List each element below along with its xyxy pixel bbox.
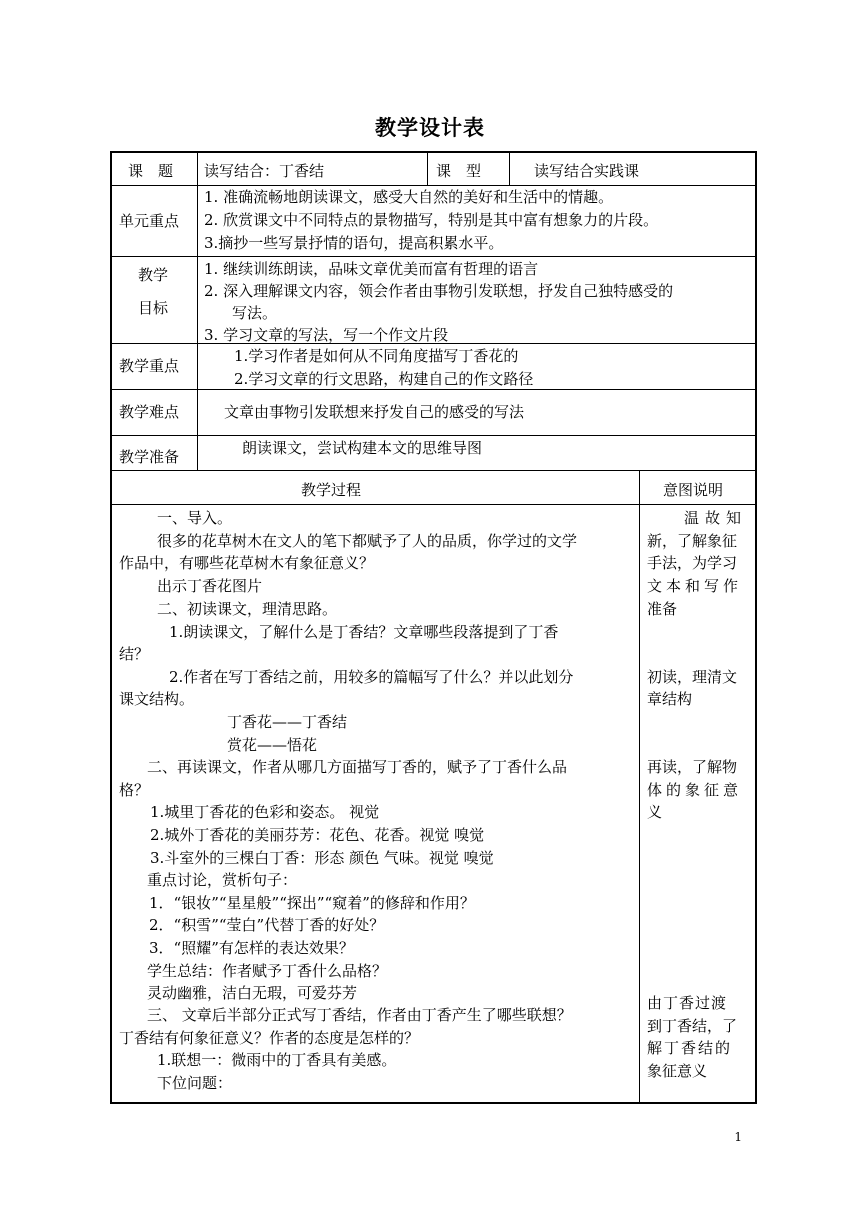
goal-item: 1. 继续训练朗读，品味文章优美而富有哲理的语言 xyxy=(204,260,539,278)
column-divider xyxy=(639,470,640,1104)
process-line: 丁香结有何象征意义？作者的态度是怎样的？ xyxy=(119,1029,420,1047)
unit-focus-item: 3.摘抄一些写景抒情的语句，提高积累水平。 xyxy=(204,234,504,252)
process-line: 学生总结：作者赋予丁香什么品格？ xyxy=(147,962,388,980)
process-line: 二、初读课文，理清思路。 xyxy=(157,600,338,618)
process-line: 3.斗室外的三棵白丁香：形态 颜色 气味。视觉 嗅觉 xyxy=(150,849,494,867)
preparation-label: 教学准备 xyxy=(119,448,180,466)
process-line: 二、再读课文，作者从哪几方面描写丁香的，赋予了丁香什么品 xyxy=(147,758,568,776)
column-divider xyxy=(509,151,510,185)
process-line: 1.联想一：微雨中的丁香具有美感。 xyxy=(157,1051,397,1069)
table-border-right xyxy=(755,151,757,1104)
difficult-points-text: 文章由事物引发联想来抒发自己的感受的写法 xyxy=(224,403,525,421)
table-border-top xyxy=(110,151,757,153)
intent-header: 意图说明 xyxy=(663,481,724,499)
intent-line: 解丁香结的 xyxy=(647,1039,733,1057)
row-divider xyxy=(110,435,757,436)
page-title: 教学设计表 xyxy=(375,116,485,140)
table-border-left xyxy=(110,151,112,1104)
unit-focus-item: 2. 欣赏课文中不同特点的景物描写，特别是其中富有想象力的片段。 xyxy=(204,211,659,229)
unit-focus-item: 1. 准确流畅地朗读课文，感受大自然的美好和生活中的情趣。 xyxy=(204,188,614,206)
preparation-text: 朗读课文，尝试构建本文的思维导图 xyxy=(242,439,483,457)
intent-line: 新，了解象征 xyxy=(647,532,738,550)
process-line: 2.作者在写丁香结之前，用较多的篇幅写了什么？并以此划分 xyxy=(169,668,574,686)
column-divider xyxy=(197,151,198,470)
key-points-label: 教学重点 xyxy=(119,357,180,375)
intent-line: 到丁香结，了 xyxy=(647,1017,738,1035)
process-line: 丁香花——丁香结 xyxy=(227,713,348,731)
type-value: 读写结合实践课 xyxy=(534,162,640,180)
process-line: 1.朗读课文，了解什么是丁香结？文章哪些段落提到了丁香 xyxy=(169,623,559,641)
row-divider xyxy=(110,256,757,257)
course-value: 读写结合：丁香结 xyxy=(204,162,325,180)
page-number: 1 xyxy=(734,1130,742,1144)
intent-line: 义 xyxy=(647,803,663,821)
intent-line: 初读，理清文 xyxy=(647,668,738,686)
goals-label-line1: 教学 xyxy=(138,266,169,284)
intent-line: 再读，了解物 xyxy=(647,758,738,776)
intent-line: 象征意义 xyxy=(647,1062,708,1080)
process-line: 三、 文章后半部分正式写丁香结，作者由丁香产生了哪些联想？ xyxy=(147,1006,572,1024)
goals-label-line2: 目标 xyxy=(138,299,169,317)
process-line: 下位问题： xyxy=(157,1074,233,1092)
row-divider xyxy=(110,504,757,505)
column-divider xyxy=(427,151,428,185)
intent-line: 温故知 xyxy=(684,509,748,527)
process-line: 1．“银妆”“星星般”“探出”“窥着”的修辞和作用？ xyxy=(149,894,475,912)
process-line: 赏花——悟花 xyxy=(227,736,318,754)
type-label: 课 型 xyxy=(436,162,482,180)
goal-item: 2. 深入理解课文内容，领会作者由事物引发联想，抒发自己独特感受的 xyxy=(204,282,674,300)
intent-line: 文本和写作 xyxy=(647,577,743,595)
process-line: 课文结构。 xyxy=(119,690,195,708)
process-line: 出示丁香花图片 xyxy=(157,577,263,595)
process-line: 灵动幽雅，洁白无瑕，可爱芬芳 xyxy=(147,984,358,1002)
process-line: 很多的花草树木在文人的笔下都赋予了人的品质，你学过的文学 xyxy=(157,532,578,550)
intent-line: 体的象征意 xyxy=(647,781,743,799)
unit-focus-label: 单元重点 xyxy=(119,212,180,230)
intent-line: 由丁香过渡 xyxy=(647,994,728,1012)
process-line: 格？ xyxy=(119,781,150,799)
key-point-item: 2.学习文章的行文思路，构建自己的作文路径 xyxy=(234,370,534,388)
process-line: 3．“照耀”有怎样的表达效果？ xyxy=(149,939,354,957)
process-line: 1.城里丁香花的色彩和姿态。 视觉 xyxy=(150,803,380,821)
process-header: 教学过程 xyxy=(301,481,362,499)
process-line: 2.城外丁香花的美丽芬芳：花色、花香。视觉 嗅觉 xyxy=(150,826,485,844)
goal-item: 写法。 xyxy=(232,304,278,322)
process-line: 结？ xyxy=(119,645,150,663)
intent-line: 准备 xyxy=(647,600,678,618)
course-label: 课 题 xyxy=(128,162,174,180)
difficult-points-label: 教学难点 xyxy=(119,403,180,421)
intent-line: 手法，为学习 xyxy=(647,554,738,572)
key-point-item: 1.学习作者是如何从不同角度描写丁香花的 xyxy=(234,347,519,365)
table-border-bottom xyxy=(110,1102,757,1104)
process-line: 作品中，有哪些花草树木有象征意义？ xyxy=(119,554,375,572)
intent-line: 章结构 xyxy=(647,690,693,708)
row-divider xyxy=(110,470,757,471)
goal-item: 3. 学习文章的写法，写一个作文片段 xyxy=(204,326,449,344)
process-line: 2．“积雪”“莹白”代替丁香的好处？ xyxy=(149,916,385,934)
process-line: 一、导入。 xyxy=(157,509,233,527)
process-line: 重点讨论，赏析句子： xyxy=(147,871,298,889)
